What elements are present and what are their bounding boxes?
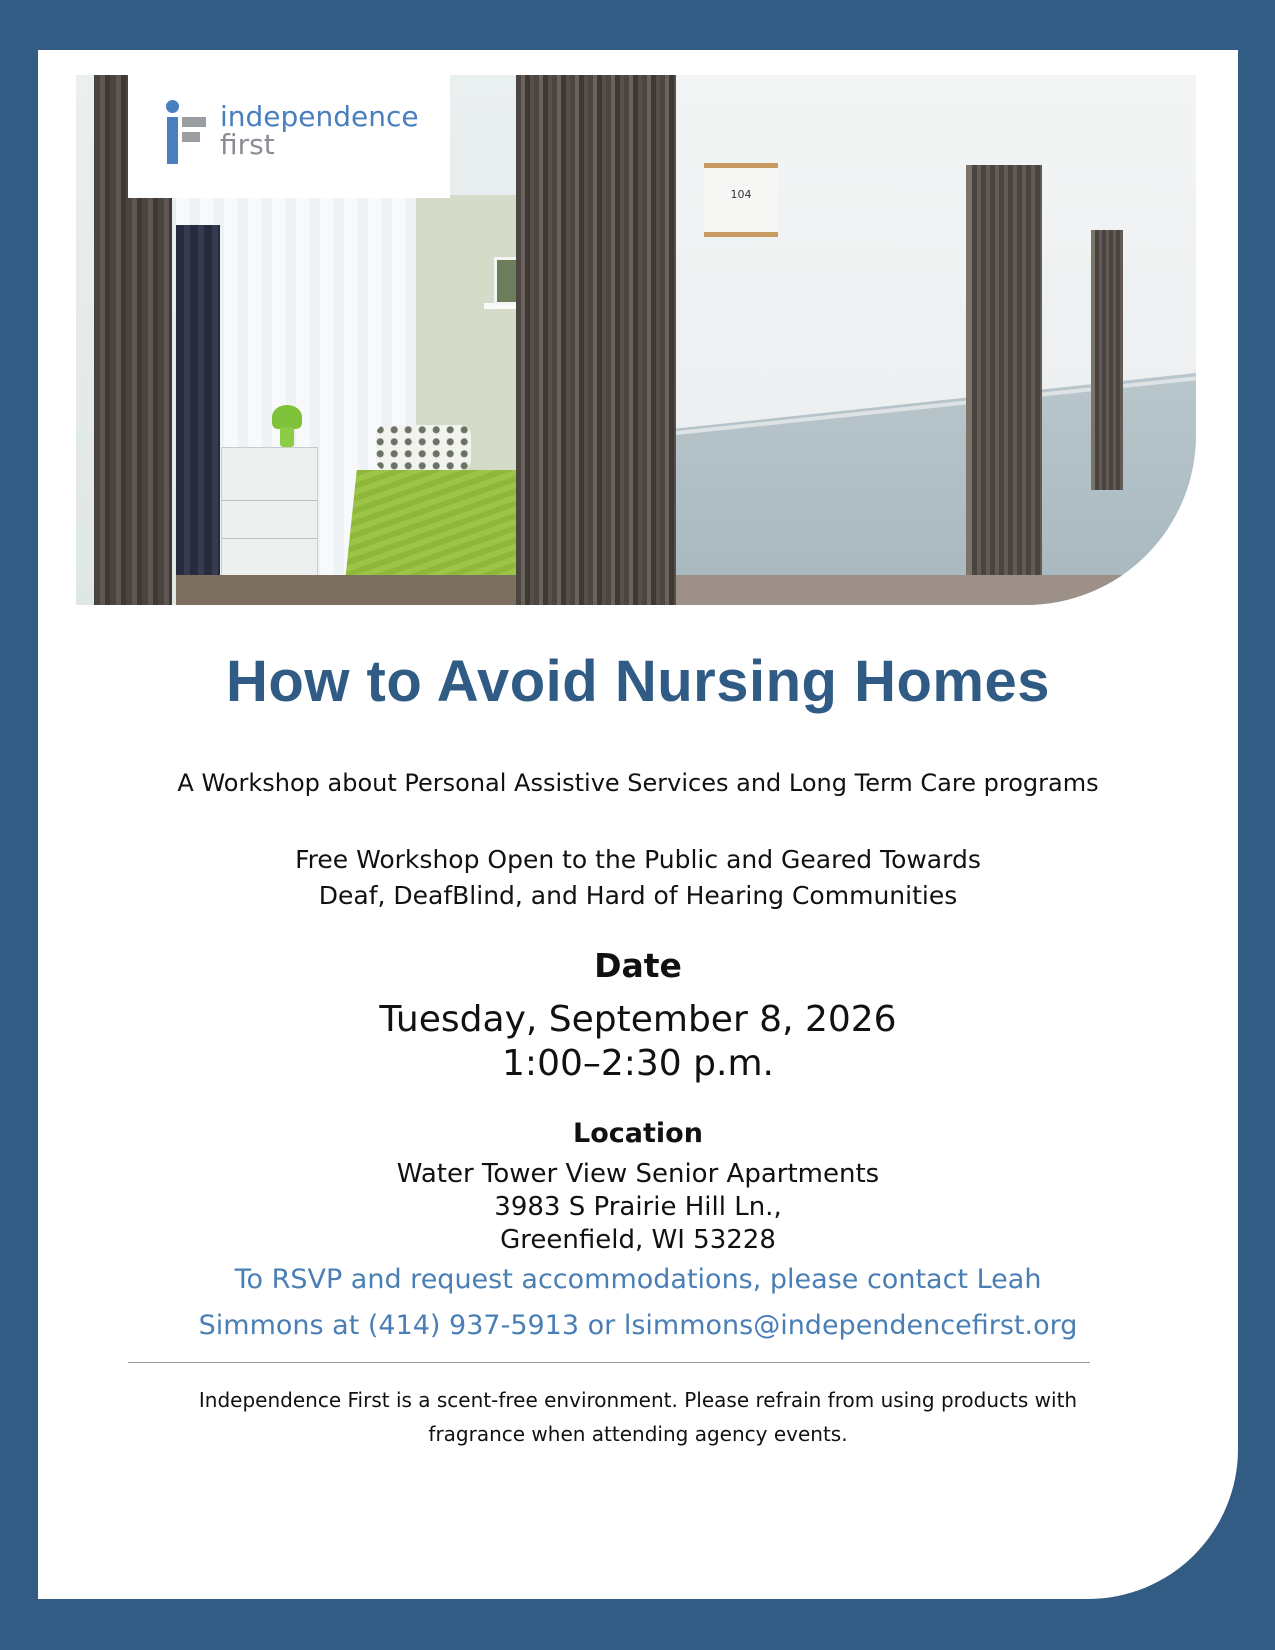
photo-corridor-floor	[676, 575, 1196, 605]
photo-nightstand	[221, 447, 318, 579]
audience-text	[38, 842, 1238, 914]
location-name: Water Tower View Senior Apartments	[396, 1159, 880, 1189]
logo-mark-icon	[166, 100, 208, 164]
photo-corridor-door-far	[1091, 230, 1123, 490]
photo-door-frame	[516, 75, 676, 605]
divider	[128, 1362, 1090, 1363]
photo-room-sign: 104	[704, 163, 778, 237]
photo-floor	[176, 575, 546, 605]
date-time	[38, 998, 1238, 1086]
photo-corridor-door	[966, 165, 1042, 585]
rsvp-line2[interactable]: Simmons at (414) 937-5913 or lsimmons@independencefirst.org	[198, 1310, 1078, 1341]
event-time: 1:00–2:30 p.m.	[502, 1043, 774, 1084]
audience-line1: Free Workshop Open to the Public and Geared Towards	[295, 845, 981, 874]
page-title: How to Avoid Nursing Homes	[226, 649, 1050, 714]
logo-line1: independence	[220, 100, 419, 133]
logo	[128, 75, 450, 198]
location-heading: Location	[573, 1118, 703, 1149]
photo-lamp	[272, 405, 302, 429]
photo-lamp-base	[280, 427, 294, 447]
logo-wordmark	[220, 100, 419, 161]
note-line2: fragrance when attending agency events.	[428, 1422, 848, 1446]
note-line1: Independence First is a scent-free environment. Please refrain from using products with	[198, 1388, 1078, 1412]
date-heading: Date	[594, 946, 682, 985]
location-city: Greenfield, WI 53228	[500, 1225, 776, 1255]
subtitle: A Workshop about Personal Assistive Services and Long Term Care programs	[177, 769, 1099, 797]
location-street: 3983 S Prairie Hill Ln.,	[494, 1192, 782, 1222]
photo-curtain-dark	[176, 225, 220, 605]
photo-pillow	[376, 425, 471, 470]
scent-free-note	[38, 1383, 1238, 1451]
flyer-card	[38, 50, 1238, 1599]
event-date: Tuesday, September 8, 2026	[379, 999, 897, 1040]
rsvp-contact	[38, 1257, 1238, 1349]
rsvp-line1: To RSVP and request accommodations, please contact Leah	[234, 1264, 1042, 1295]
audience-line2: Deaf, DeafBlind, and Hard of Hearing Communities	[318, 881, 958, 910]
logo-line2: first	[220, 128, 275, 161]
location-address	[38, 1158, 1238, 1257]
